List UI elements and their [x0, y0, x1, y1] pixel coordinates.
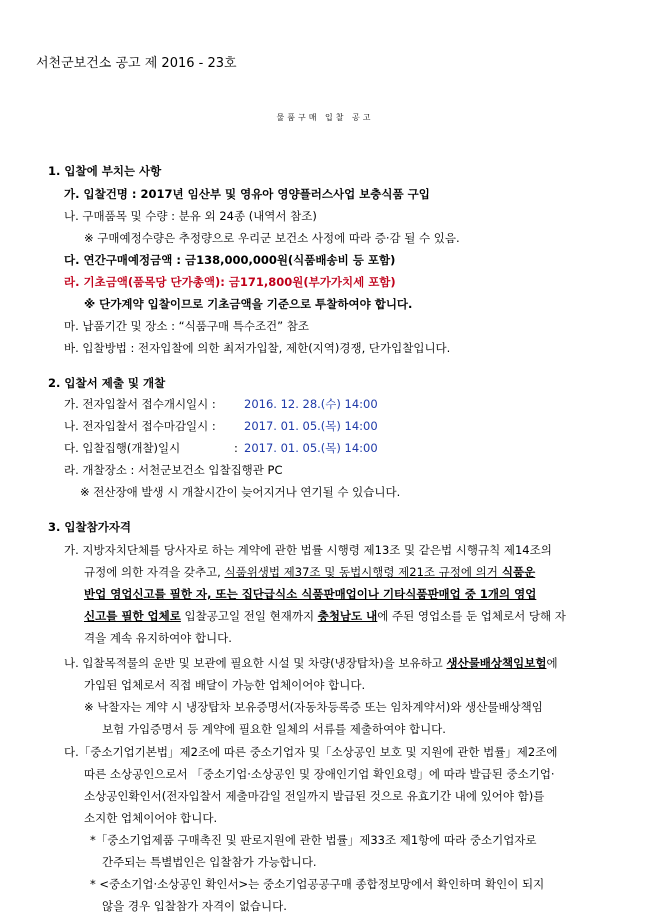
- s3-ga-line-4-d: 에 주된 영업소를 둔 업체로서 당해 자: [377, 609, 566, 623]
- s3-ga-line-2-a: 규정에 의한 자격을 갖추고,: [84, 565, 225, 579]
- s2-item-ga-value: 2016. 12. 28.(수) 14:00: [244, 397, 378, 411]
- section-2-heading: 2. 입찰서 제출 및 개찰: [48, 376, 166, 390]
- s3-da-note-1-line-1: *「중소기업제품 구매촉진 및 판로지원에 관한 법률」제33조 제1항에 따라 중소기업자로: [90, 833, 537, 847]
- s2-item-na-label: 나. 전자입찰서 접수마감일시 :: [64, 419, 216, 433]
- s3-ga-line-4: [84, 608, 566, 624]
- s2-item-da-label: 다. 입찰집행(개찰)일시: [64, 441, 181, 455]
- s1-item-na-note: ※ 구매예정수량은 추정량으로 우리군 보건소 사정에 따라 증·감 될 수 있음.: [84, 231, 460, 245]
- s2-note: ※ 전산장애 발생 시 개찰시간이 늦어지거나 연기될 수 있습니다.: [80, 485, 401, 499]
- s3-na-note-1: ※ 낙찰자는 계약 시 냉장탑차 보유증명서(자동차등록증 또는 임차계약서)와 생산물배상책임: [84, 700, 543, 714]
- s1-item-ga: 가. 입찰건명 : 2017년 임산부 및 영유아 영양플러스사업 보충식품 구입: [64, 187, 430, 201]
- s3-na-line-1: [64, 655, 558, 671]
- s3-na-line-1-a: 나. 입찰목적물의 운반 및 보관에 필요한 시설 및 차량(냉장탑차)을 보유하고: [64, 656, 447, 670]
- s3-na-note-2: 보험 가입증명서 등 계약에 필요한 일체의 서류를 제출하여야 합니다.: [102, 722, 446, 736]
- s3-da-line-4: 소지한 업체이어야 합니다.: [84, 811, 218, 825]
- s1-item-ra: 라. 기초금액(품목당 단가총액): 금171,800원(부가가치세 포함): [64, 275, 396, 289]
- s1-item-ra-note: ※ 단가계약 입찰이므로 기초금액을 기준으로 투찰하여야 합니다.: [84, 297, 413, 311]
- s1-item-da: 다. 연간구매예정금액 : 금138,000,000원(식품배송비 등 포함): [64, 253, 396, 267]
- s2-item-da-colon: :: [234, 441, 238, 455]
- s3-ga-line-2-c: 식품운: [497, 565, 536, 579]
- s3-da-line-2: 따른 소상공인으로서 「중소기업·소상공인 및 장애인기업 확인요령」에 따라 발급된 중소기업·: [84, 767, 555, 781]
- section-1-heading: 1. 입찰에 부치는 사항: [48, 164, 162, 178]
- s3-ga-line-4-c: 충청남도 내: [317, 609, 378, 623]
- s3-na-line-1-c: 에: [546, 656, 558, 670]
- s3-na-line-1-b: 생산물배상책임보험: [446, 656, 547, 670]
- s1-item-na: 나. 구매품목 및 수량 : 분유 외 24종 (내역서 참조): [64, 209, 317, 223]
- s2-item-da-value: 2017. 01. 05.(목) 14:00: [244, 441, 378, 455]
- s3-ga-line-4-b: 입찰공고일 전일 현재까지: [180, 609, 318, 623]
- s3-ga-line-3: 반업 영업신고를 필한 자, 또는 집단급식소 식품판매업이나 기타식품판매업 중 1개의 영업: [84, 587, 537, 601]
- s3-ga-line-2-b: 식품위생법 제37조 및 동법시행령 제21조 규정에 의거: [224, 565, 498, 579]
- s3-da-line-1: 다.「중소기업기본법」제2조에 따른 중소기업자 및「소상공인 보호 및 지원에 관한 법률」제2조에: [64, 745, 558, 759]
- s1-item-ma: 마. 납품기간 및 장소 : “식품구매 특수조건” 참조: [64, 319, 309, 333]
- s3-ga-line-4-a: 신고를 필한 업체로: [84, 609, 181, 623]
- section-3-heading: 3. 입찰참가자격: [48, 520, 132, 534]
- s1-item-ba: 바. 입찰방법 : 전자입찰에 의한 최저가입찰, 제한(지역)경쟁, 단가입찰입니다.: [64, 341, 451, 355]
- s3-da-note-2-line-2: 않을 경우 입찰참가 자격이 없습니다.: [102, 899, 287, 913]
- s3-da-line-3: 소상공인확인서(전자입찰서 제출마감일 전일까지 발급된 것으로 유효기간 내에 있어야 함)를: [84, 789, 545, 803]
- s3-da-note-2-line-1: * <중소기업·소상공인 확인서>는 중소기업공공구매 종합정보망에서 확인하며 확인이 되지: [90, 877, 545, 891]
- s2-item-na-value: 2017. 01. 05.(목) 14:00: [244, 419, 378, 433]
- s2-item-ga-label: 가. 전자입찰서 접수개시일시 :: [64, 397, 216, 411]
- s2-item-ra: 라. 개찰장소 : 서천군보건소 입찰집행관 PC: [64, 463, 283, 477]
- s3-ga-line-1: 가. 지방자치단체를 당사자로 하는 계약에 관한 법률 시행령 제13조 및 같은법 시행규칙 제14조의: [64, 543, 552, 557]
- notice-number: 서천군보건소 공고 제 2016 - 23호: [36, 56, 237, 71]
- s3-ga-line-2: [84, 564, 535, 580]
- s3-da-note-1-line-2: 간주되는 특별법인은 입찰참가 가능합니다.: [102, 855, 317, 869]
- page-title: 물품구매 입찰 공고: [276, 113, 374, 122]
- s3-na-line-2: 가입된 업체로서 직접 배달이 가능한 업체이어야 합니다.: [84, 678, 366, 692]
- s3-ga-line-5: 격을 계속 유지하여야 합니다.: [84, 631, 232, 645]
